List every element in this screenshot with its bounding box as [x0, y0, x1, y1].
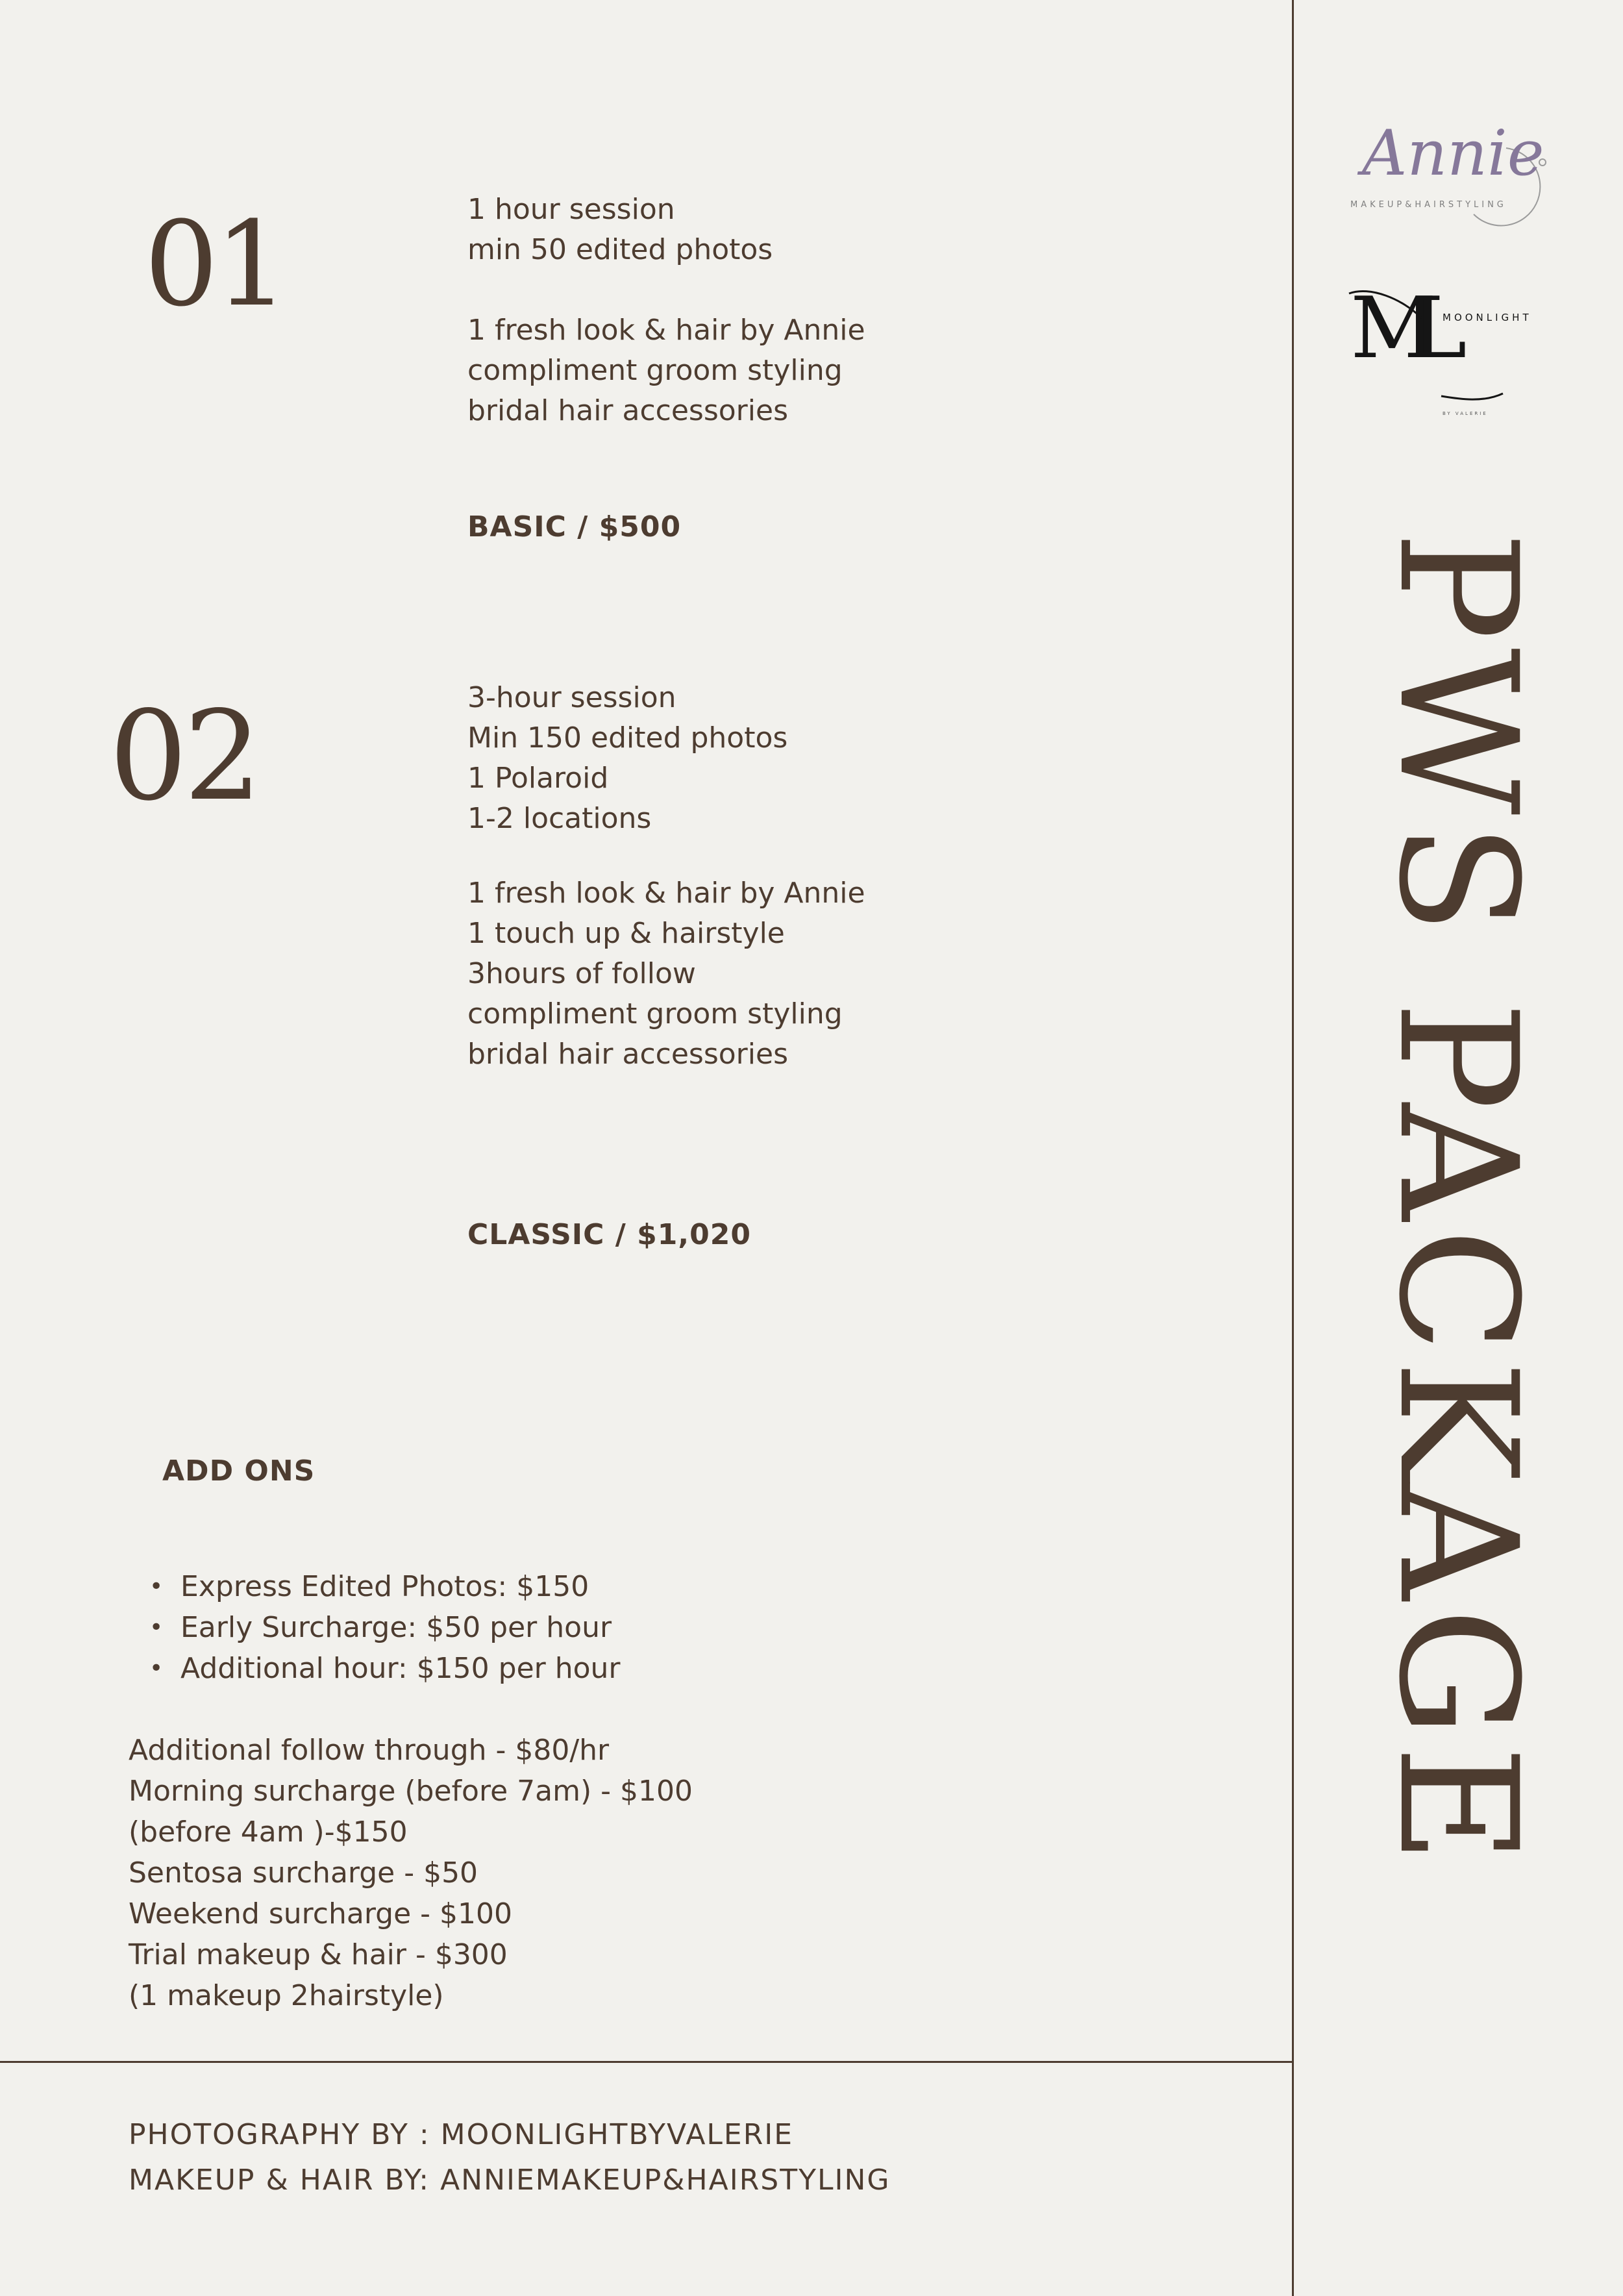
annie-logo-script: Annie: [1362, 117, 1544, 190]
detail-line: 3hours of follow: [467, 957, 696, 990]
surcharge-line: Trial makeup & hair - $300: [129, 1938, 508, 1971]
moonlight-swash-icon: [1344, 279, 1539, 429]
surcharge-line: Additional follow through - $80/hr: [129, 1734, 610, 1767]
footer-divider: [0, 2061, 1293, 2063]
detail-line: bridal hair accessories: [467, 394, 788, 427]
package-02-styling-details: [467, 873, 865, 1075]
detail-line: compliment groom styling: [467, 997, 843, 1030]
annie-logo: [1344, 110, 1558, 240]
moonlight-monogram: ML: [1350, 279, 1441, 377]
vertical-divider: [1292, 0, 1294, 2296]
package-01-price: BASIC / $500: [467, 510, 682, 543]
moonlight-byline: BY VALERIE: [1443, 411, 1488, 416]
detail-line: 1 hour session: [467, 193, 675, 226]
surcharge-list: [129, 1730, 693, 2016]
photography-credit: PHOTOGRAPHY BY : MOONLIGHTBYVALERIE: [129, 2118, 794, 2151]
surcharge-line: (1 makeup 2hairstyle): [129, 1979, 444, 2012]
detail-line: 1 fresh look & hair by Annie: [467, 314, 865, 347]
addon-bullet-item: • Express Edited Photos: $150: [149, 1566, 621, 1607]
package-01-session-details: [467, 190, 773, 270]
addons-heading: ADD ONS: [162, 1454, 316, 1488]
credits-footer: [129, 2112, 890, 2203]
moonlight-logo: [1344, 279, 1539, 429]
surcharge-line: Morning surcharge (before 7am) - $100: [129, 1775, 693, 1808]
addon-bullet-item: • Additional hour: $150 per hour: [149, 1648, 621, 1689]
addon-bullet-item: • Early Surcharge: $50 per hour: [149, 1607, 621, 1648]
vertical-page-title: PWS PACKAGE: [1363, 530, 1552, 1872]
surcharge-line: Sentosa surcharge - $50: [129, 1856, 478, 1890]
detail-line: 3-hour session: [467, 681, 676, 714]
package-02-session-details: [467, 678, 787, 839]
detail-line: 1-2 locations: [467, 802, 652, 835]
addons-bullet-list: [149, 1566, 621, 1689]
detail-line: Min 150 edited photos: [467, 721, 788, 755]
package-01-styling-details: [467, 310, 865, 431]
detail-line: bridal hair accessories: [467, 1038, 788, 1071]
detail-line: 1 fresh look & hair by Annie: [467, 877, 865, 910]
detail-line: 1 touch up & hairstyle: [467, 917, 785, 950]
surcharge-line: Weekend surcharge - $100: [129, 1897, 512, 1930]
package-number-01: 01: [144, 197, 286, 332]
makeup-credit: MAKEUP & HAIR BY: ANNIEMAKEUP&HAIRSTYLING: [129, 2164, 891, 2197]
package-number-02: 02: [109, 684, 258, 828]
package-02-price: CLASSIC / $1,020: [467, 1218, 751, 1251]
detail-line: min 50 edited photos: [467, 233, 773, 266]
moonlight-wordmark: MOONLIGHT: [1443, 312, 1532, 323]
detail-line: 1 Polaroid: [467, 762, 609, 795]
annie-logo-subtitle: MAKEUP&HAIRSTYLING: [1350, 200, 1507, 210]
surcharge-line: (before 4am )-$150: [129, 1816, 408, 1849]
detail-line: compliment groom styling: [467, 354, 843, 387]
